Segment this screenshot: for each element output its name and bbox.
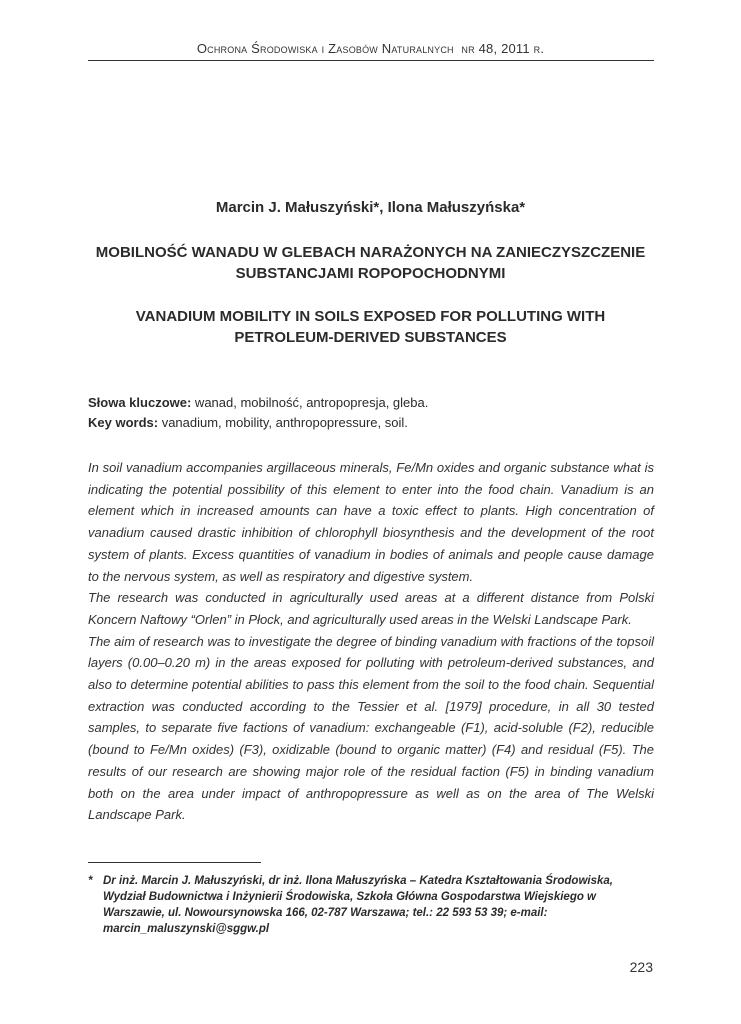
footnote-mark: * bbox=[88, 875, 93, 887]
page-number: 223 bbox=[629, 959, 653, 975]
running-header bbox=[88, 41, 653, 56]
keywords-polish-label: Słowa kluczowe: bbox=[88, 395, 192, 410]
abstract-paragraph-1: In soil vanadium accompanies argillaceous minerals, Fe/Mn oxides and organic substance what is indicating the potential possibility of this element to enter into the food chain. Vanadium is an element which in increased amounts can have a toxic effect to plants. High concentration of vanadium caused drastic inhibition of chlorophyll biosynthesis and the development of the root system of plants. Excess quantities of vanadium in bodies of animals and people cause damage to the nervous system, as well as respiratory and digestive system. bbox=[88, 460, 654, 584]
abstract-paragraph-3: The aim of research was to investigate the degree of binding vanadium with fractions of the topsoil layers (0.00–0.20 m) in the areas exposed for polluting with petroleum-derived substances, and also to determine potential abilities to pass this element from the soil to the food chain. Sequential extraction was conducted according to the Tessier et al. [1979] procedure, in all 30 tested samples, to separate five factions of vanadium: exchangeable (F1), acid-soluble (F2), reducible (bound to Fe/Mn oxides) (F3), oxidizable (bound to organic matter) (F4) and residual (F5). The results of our research are showing major role of the residual faction (F5) in binding vanadium both on the area under impact of anthropopressure as well as on the area of The Welski Landscape Park. bbox=[88, 633, 654, 823]
header-divider bbox=[88, 60, 654, 61]
abstract bbox=[88, 457, 654, 826]
keywords-english-label: Key words: bbox=[88, 415, 159, 430]
keywords-polish bbox=[88, 393, 654, 413]
keywords-english-value: vanadium, mobility, anthropopressure, soil. bbox=[158, 415, 408, 430]
title-english: VANADIUM MOBILITY IN SOILS EXPOSED FOR POLLUTING WITH PETROLEUM-DERIVED SUBSTANCES bbox=[135, 308, 606, 346]
authors-line: Marcin J. Małuszyński*, Ilona Małuszyńska* bbox=[215, 199, 526, 216]
keywords-polish-value: wanad, mobilność, antropopresja, gleba. bbox=[191, 395, 429, 410]
author-footnote bbox=[88, 873, 654, 937]
title-polish: MOBILNOŚĆ WANADU W GLEBACH NARAŻONYCH NA ZANIECZYSZCZENIE SUBSTANCJAMI ROPOPOCHODNYMI bbox=[95, 244, 646, 282]
journal-name: Ochrona Środowiska i Zasobów Naturalnych bbox=[196, 41, 454, 56]
abstract-paragraph-2: The research was conducted in agriculturally used areas at a different distance from Polski Koncern Naftowy “Orlen” in Płock, and agriculturally used areas in the Welski Landscape Park. bbox=[88, 590, 654, 627]
journal-issue: nr 48, 2011 r. bbox=[461, 41, 545, 56]
footnote-text: Dr inż. Marcin J. Małuszyński, dr inż. Ilona Małuszyńska – Katedra Kształtowania Środowiska, Wydział Budownictwa i Inżynierii Środowiska, Szkoła Główna Gospodarstwa Wiejskiego w Warszawie, ul. Nowoursynowska 166, 02-787 Warszawa; tel.: 22 593 53 39; e-mail: marcin_maluszynski@sggw.pl bbox=[103, 875, 613, 935]
footnote-divider bbox=[88, 862, 261, 863]
keywords-english bbox=[88, 413, 654, 433]
